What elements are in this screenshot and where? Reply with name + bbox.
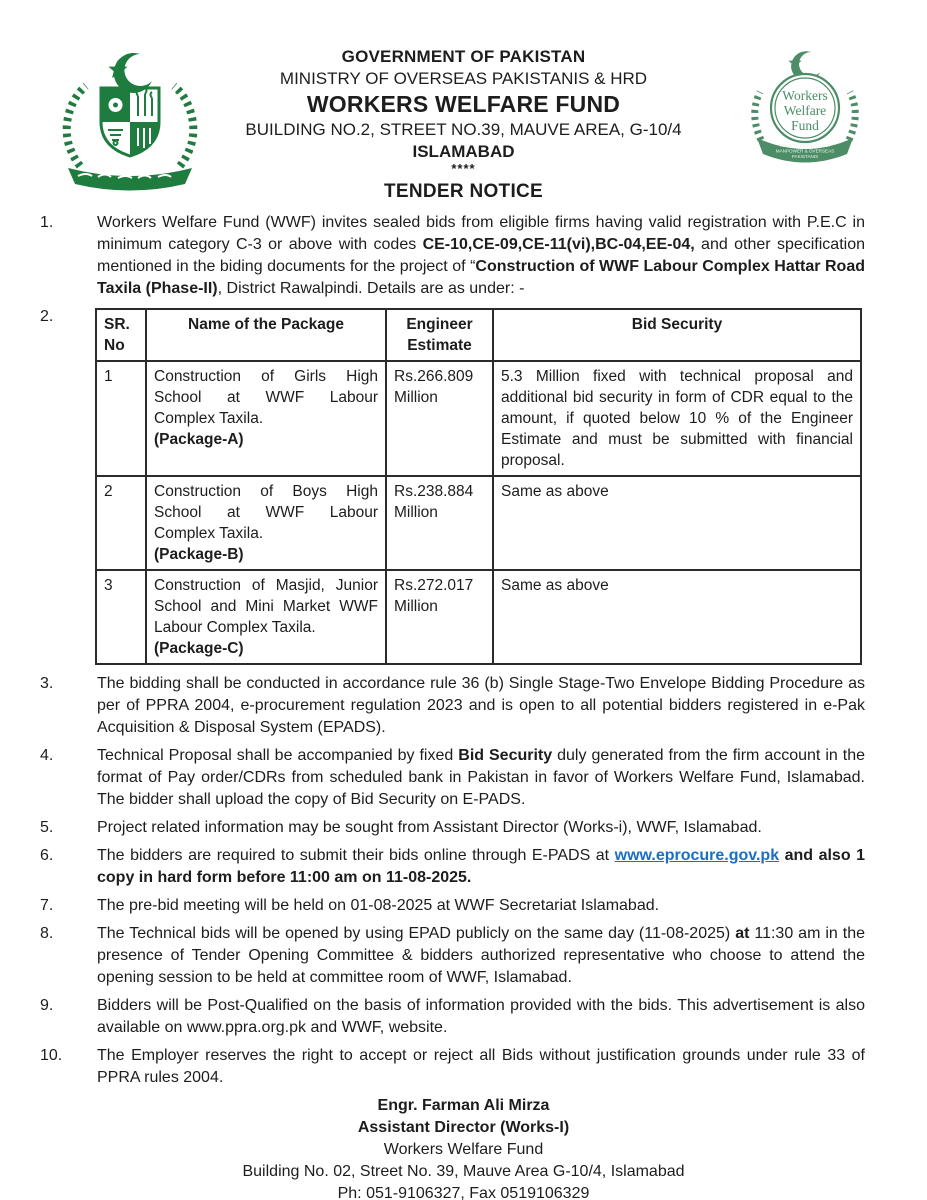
item-number: 10. [40,1047,63,1064]
organization-name: WORKERS WELFARE FUND [306,91,621,117]
item-text [97,923,865,989]
seal-word-3: Fund [791,118,819,133]
estimate-cell: Rs.238.884 Million [386,476,493,570]
column-header: SR. No [96,309,146,361]
package-name-cell [146,570,386,664]
item-number: 2. [40,308,54,325]
estimate-cell: Rs.266.809 Million [386,361,493,476]
seal-word-1: Workers [782,88,828,103]
item-content [97,995,865,1039]
text-run: , District Rawalpindi. Details are as under: - [217,280,525,297]
security-cell [493,476,861,570]
item-text [97,212,865,300]
item-text [97,817,865,839]
security-text: Same as above [501,577,609,594]
column-header: Bid Security [493,309,861,361]
seal-banner-line-1: MINISTRY OF LABOUR [780,143,830,148]
signatory-address: Building No. 02, Street No. 39, Mauve Area G-10/4, Islamabad [242,1163,685,1180]
urdu-motto-scroll [68,168,192,191]
signatory-title: Assistant Director (Works-I) [357,1119,570,1136]
ministry-line: MINISTRY OF OVERSEAS PAKISTANIS & HRD [279,69,648,88]
item-number: 7. [40,897,54,914]
text-run: Workers Welfare Fund (WWF) invites sealed bids from eligible firms having valid registration with P.E.C in minimum category C-3 or above with codes [97,214,865,253]
sr-cell: 1 [96,361,146,476]
wreath-left [755,92,761,140]
text-run: at [735,925,750,942]
signatory-org: Workers Welfare Fund [383,1141,544,1158]
tender-item [40,745,865,811]
pakistan-emblem-logo [46,50,214,196]
item-content [97,745,865,811]
item-content [97,817,865,839]
text-run: Construction of WWF Labour Complex Hattar Road Taxila (Phase-II) [97,258,865,297]
security-text: Same as above [501,483,609,500]
item-number: 9. [40,997,54,1014]
item-content [97,306,865,667]
wwf-seal-logo [739,50,871,176]
quartered-shield [101,88,159,156]
package-label: (Package-B) [154,546,244,563]
tender-item [40,673,865,739]
text-run: and also 1 copy in hard form before 11:00 am on 11-08-2025. [97,847,865,886]
security-cell [493,570,861,664]
text-run: The pre-bid meeting will be held on 01-08-2025 at WWF Secretariat Islamabad. [97,897,660,914]
tender-item [40,817,865,839]
estimate-cell: Rs.272.017 Million [386,570,493,664]
item-text [97,845,865,889]
eprocure-link[interactable]: www.eprocure.gov.pk [614,847,780,864]
wreath-left [67,86,86,166]
tender-item [40,212,865,300]
signatory-phone: Ph: 051-9106327, Fax 0519106329 [337,1185,590,1200]
column-header: Engineer Estimate [386,309,493,361]
text-run: 11:30 am in the presence of Tender Opening Committee & bidders authorized representative who choose to attend the opening session to be held at committee room of WWF, Islamabad. [97,925,865,986]
tender-item [40,1045,865,1089]
item-text [97,673,865,739]
item-text [97,1045,865,1089]
item-content [97,673,865,739]
separator-stars: **** [451,161,476,176]
text-run: and other specification mentioned in the biding documents for the project of “ [97,236,865,275]
signatory-name: Engr. Farman Ali Mirza [377,1097,550,1114]
text-run: The bidding shall be conducted in accordance rule 36 (b) Single Stage-Two Envelope Bidding Procedure as per of PPRA 2004, e-procurement regulation 2023 and is open to all potential bidders registered in e-Pak Acquisition & Disposal System (EPADS). [97,675,865,736]
tender-item [40,895,865,917]
package-name-cell [146,361,386,476]
tender-item [40,306,865,667]
tender-item [40,923,865,989]
package-name-text: Construction of Girls High School at WWF Labour Complex Taxila. [154,368,378,427]
text-run: The bidders are required to submit their bids online through E-PADS at [97,847,615,864]
text-run: duly generated from the firm account in the format of Pay order/CDRs from scheduled bank in Pakistan in favor of Workers Welfare Fund, Islamabad. The bidder shall upload the copy of Bid Security on E-PADS. [97,747,866,808]
item-text [97,995,865,1039]
security-cell [493,361,861,476]
security-text: 5.3 Million fixed with technical proposal and additional bid security in form of CDR equal to the amount, if quoted below 10 % of the Engineer Estimate and must be submitted with financial proposal. [501,368,853,469]
tender-items [0,204,927,1089]
package-name-text: Construction of Masjid, Junior School and Mini Market WWF Labour Complex Taxila. [154,577,378,636]
seal-banner-line-2: MANPOWER & OVERSEAS [775,148,835,154]
text-run: The Technical bids will be opened by using EPAD publicly on the same day (11-08-2025) [97,925,736,942]
wreath-right [849,92,855,140]
table-row [96,570,861,664]
tender-item [40,995,865,1039]
text-run: Bidders will be Post-Qualified on the basis of information provided with the bids. This advertisement is also available on www.ppra.org.pk and WWF, website. [97,997,865,1036]
item-text [97,895,865,917]
table-header-row [96,309,861,361]
item-number: 8. [40,925,54,942]
item-content [97,845,865,889]
package-name-cell [146,476,386,570]
text-run: The Employer reserves the right to accept or reject all Bids without justification grounds under rule 33 of PPRA rules 2004. [97,1047,865,1086]
table-row [96,476,861,570]
item-number: 3. [40,675,54,692]
item-number: 6. [40,847,54,864]
seal-banner-line-3: PAKISTANIS [791,154,819,159]
item-number: 4. [40,747,54,764]
text-run: Bid Security [458,747,553,764]
text-run: Technical Proposal shall be accompanied by fixed [97,747,459,764]
seal-word-2: Welfare [783,103,827,118]
tender-item [40,845,865,889]
text-run: CE-10,CE-09,CE-11(vi),BC-04,EE-04, [422,236,695,253]
item-content [97,923,865,989]
signature-block [0,1095,927,1200]
wreath-right [174,86,193,166]
table-row [96,361,861,476]
address-line: BUILDING NO.2, STREET NO.39, MAUVE AREA, G-10/4 [245,120,682,139]
government-line: GOVERNMENT OF PAKISTAN [341,47,586,66]
sr-cell: 3 [96,570,146,664]
column-header: Name of the Package [146,309,386,361]
item-content [97,895,865,917]
city-line: ISLAMABAD [412,142,515,161]
package-label: (Package-A) [154,431,244,448]
package-name-text: Construction of Boys High School at WWF Labour Complex Taxila. [154,483,378,542]
packages-table [95,308,862,665]
item-content [97,212,865,300]
item-number: 5. [40,819,54,836]
sr-cell: 2 [96,476,146,570]
item-number: 1. [40,214,54,231]
text-run: Project related information may be sought from Assistant Director (Works-i), WWF, Islamabad. [97,819,762,836]
item-text [97,745,865,811]
package-label: (Package-C) [154,640,244,657]
item-content [97,1045,865,1089]
page-title: TENDER NOTICE [383,181,544,202]
document-header [0,0,927,204]
